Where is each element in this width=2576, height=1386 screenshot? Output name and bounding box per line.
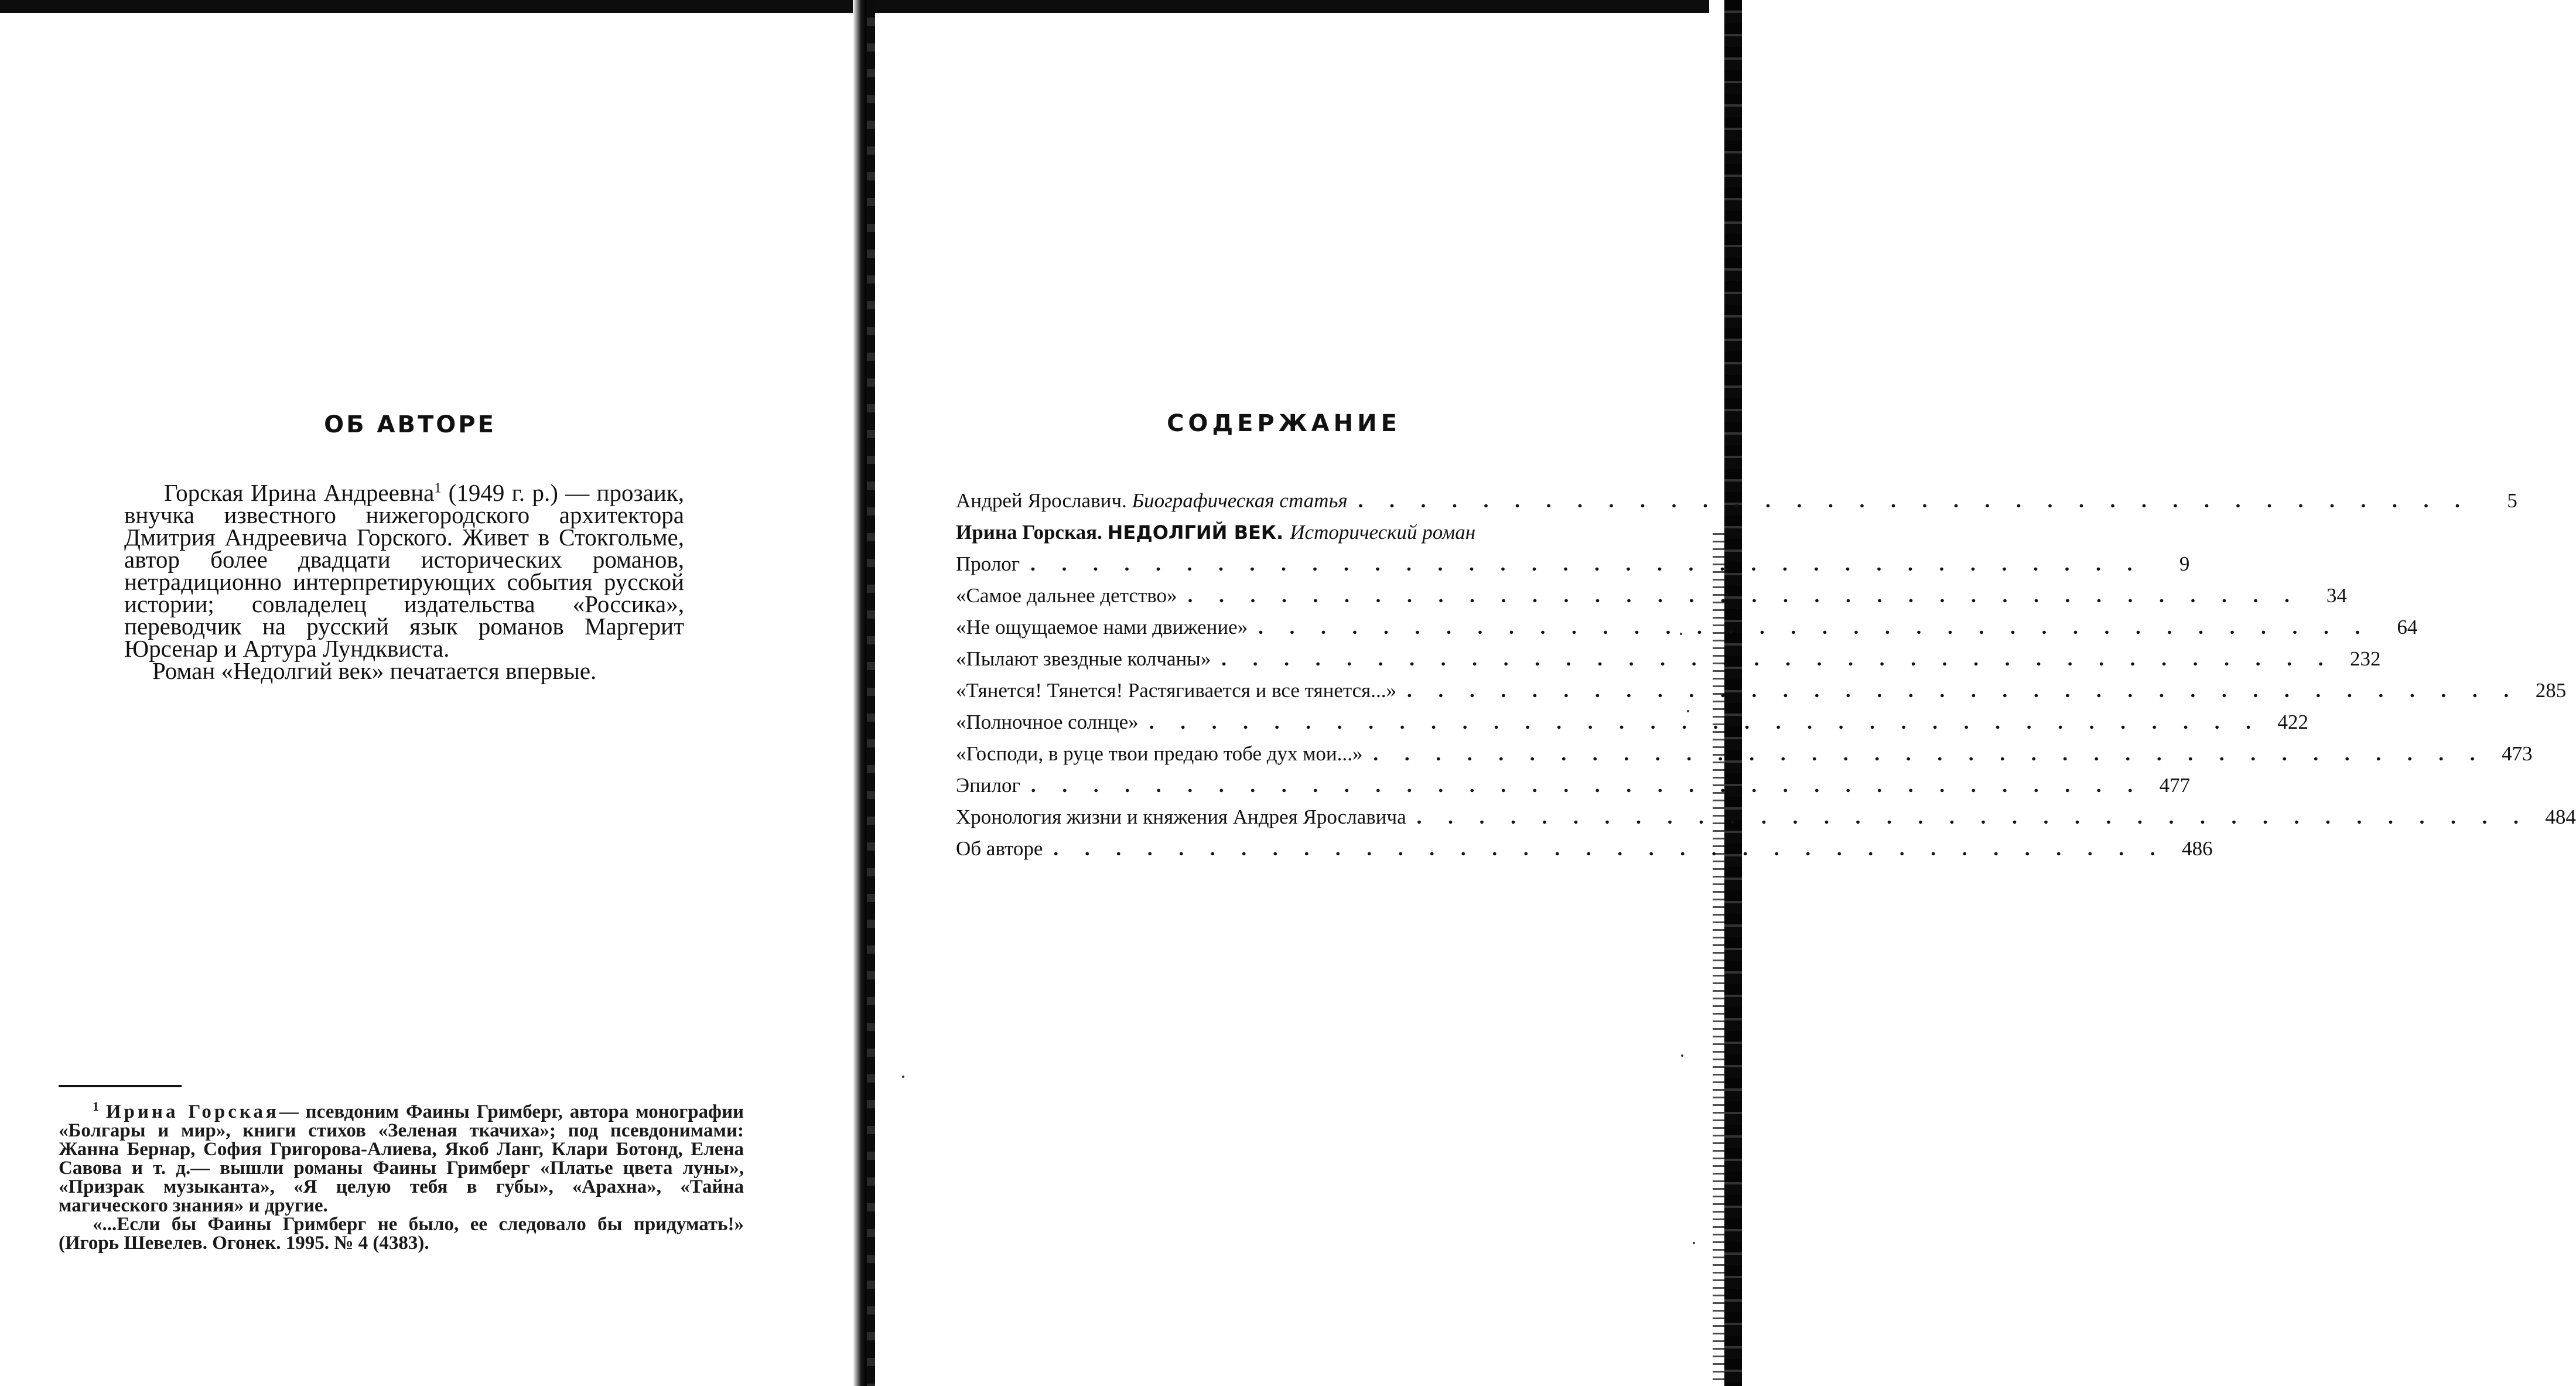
toc-entry-book-title: НЕДОЛГИЙ ВЕК. bbox=[1107, 521, 1290, 544]
toc-entry-title bbox=[956, 517, 1475, 548]
toc-page-number: 477 bbox=[2159, 774, 2191, 797]
about-paragraph-text: (1949 г. р.) — прозаик, внучка известного нижегородского архитектора Дмитрия Андреевича Горского. Живет в Стокгольме, автор более двадцати исторических романов, нетрадиционно интерпретирующих события русской истории; совладелец издательства «Россика», переводчик на русский язык романов Маргерит Юрсенар и Артура Лундквиста. bbox=[124, 479, 684, 662]
footnote-reference[interactable]: 1 bbox=[434, 480, 442, 496]
toc-entry-title: Об авторе bbox=[956, 837, 1043, 860]
toc-entry-title bbox=[956, 485, 1348, 517]
toc-page-number: 9 bbox=[2179, 552, 2190, 575]
footnote-mark: 1 bbox=[93, 1099, 99, 1114]
scan-top-edge bbox=[0, 0, 1762, 13]
toc-entry[interactable] bbox=[956, 643, 2381, 675]
toc-page-number: 473 bbox=[2502, 742, 2533, 765]
toc-dot-leader: . . . . . . . . . . . . . . . . . . . . . . . . . . . . . . . . . . . . bbox=[1030, 552, 2143, 575]
about-author-text bbox=[124, 479, 684, 684]
toc-page-number: 5 bbox=[2507, 489, 2517, 512]
toc-page-number: 484 bbox=[2545, 805, 2576, 828]
toc-entry[interactable] bbox=[956, 706, 2308, 738]
about-paragraph bbox=[124, 479, 684, 662]
toc-entry-title: «Не ощущаемое нами движение» bbox=[956, 616, 1248, 639]
toc-dot-leader: . . . . . . . . . . . . . . . . . . . . . . . . . . . . . . . . . . . . bbox=[1149, 711, 2261, 733]
toc-entry[interactable] bbox=[956, 738, 2533, 770]
right-page bbox=[874, 13, 2576, 1386]
footnote-text: — псевдоним Фаины Гримберг, автора монографии «Болгары и мир», книги стихов «Зеленая ткачиха»; под псевдонимами: Жанна Бернар, София Григорова-Алиева, Якоб Ланг, Клари Ботонд, Елена Савова и т. д.— вышли романы Фаины Гримберг «Платье цвета луны», «Призрак музыканта», «Я целую тебя в губы», «Арахна», «Тайна магического знания» и другие. bbox=[59, 1101, 744, 1216]
toc-dot-leader: . . . . . . . . . . . . . . . . . . . . . . . . . . . . . . . . . . . . bbox=[1258, 616, 2371, 639]
toc-page-number: 232 bbox=[2350, 647, 2381, 670]
toc-entry-title: Пролог bbox=[956, 552, 1020, 575]
toc-page-number: 64 bbox=[2397, 616, 2418, 639]
toc-dot-leader: . . . . . . . . . . . . . . . . . . . . . . . . . . . . . . . . . . . . bbox=[1053, 837, 2166, 860]
toc-dot-leader: . . . . . . . . . . . . . . . . . . . . . . . . . . . . . . . . . . . . bbox=[1373, 742, 2486, 765]
toc-page-number: 285 bbox=[2535, 679, 2567, 702]
toc-dot-leader: . . . . . . . . . . . . . . . . . . . . . . . . . . . . . . . . . . . . bbox=[1358, 489, 2471, 512]
about-paragraph: Роман «Недолгий век» печатается впервые. bbox=[152, 657, 597, 684]
toc-entry-title: Эпилог bbox=[956, 774, 1020, 797]
toc-entry-author: Андрей Ярославич. bbox=[956, 489, 1132, 512]
left-page bbox=[0, 13, 853, 1386]
footnote-divider bbox=[59, 1085, 182, 1087]
toc-page-number: 422 bbox=[2277, 711, 2308, 733]
toc-entry[interactable] bbox=[956, 770, 2191, 801]
toc-dot-leader: . . . . . . . . . . . . . . . . . . . . . . . . . . . . . . . . . . . . bbox=[1221, 647, 2334, 670]
toc-dot-leader: . . . . . . . . . . . . . . . . . . . . . . . . . . . . . . . . . . . . bbox=[1407, 679, 2520, 702]
footnote-name: Ирина Горская bbox=[105, 1101, 279, 1122]
toc-entry[interactable] bbox=[956, 675, 2567, 706]
page-title: ОБ АВТОРЕ bbox=[324, 411, 496, 438]
toc-entry[interactable] bbox=[956, 548, 2190, 580]
toc-dot-leader: . . . . . . . . . . . . . . . . . . . . . . . . . . . . . . . . . . . . bbox=[1416, 805, 2529, 828]
footnote bbox=[59, 1099, 744, 1216]
toc-entry[interactable] bbox=[956, 580, 2347, 612]
toc-entry[interactable] bbox=[956, 485, 2517, 517]
toc-entry-title: «Самое дальнее детство» bbox=[956, 584, 1177, 607]
toc-entry-title: «Полночное солнце» bbox=[956, 711, 1139, 733]
toc-heading: СОДЕРЖАНИЕ bbox=[1167, 410, 1401, 437]
toc-entry-author: Ирина Горская. bbox=[956, 521, 1108, 544]
toc-entry[interactable] bbox=[956, 612, 2418, 643]
toc-dot-leader: . . . . . . . . . . . . . . . . . . . . . . . . . . . . . . . . . . . . bbox=[1030, 774, 2144, 797]
author-name: Горская Ирина Андреевна bbox=[164, 479, 435, 506]
footnotes bbox=[59, 1099, 744, 1254]
toc-entry-title: «Тянется! Тянется! Растягивается и все тянется...» bbox=[956, 679, 1396, 702]
toc-entry[interactable] bbox=[956, 833, 2213, 865]
toc-page-number: 34 bbox=[2326, 584, 2347, 607]
toc-entry[interactable] bbox=[956, 801, 2576, 833]
footnote: «...Если бы Фаины Гримберг не было, ее следовало бы придумать!» (Игорь Шевелев. Огонек. 1995. № 4 (4383). bbox=[59, 1214, 744, 1254]
toc-entry-title: «Пылают звездные колчаны» bbox=[956, 647, 1211, 670]
toc-entry-title: «Господи, в руце твои предаю тобе дух мои...» bbox=[956, 742, 1363, 765]
toc-entry[interactable] bbox=[956, 517, 1647, 548]
toc-entry-title: Хронология жизни и княжения Андрея Ярославича bbox=[956, 805, 1406, 828]
toc-entry-subtitle: Биографическая статья bbox=[1132, 489, 1348, 512]
toc-dot-leader: . . . . . . . . . . . . . . . . . . . . . . . . . . . . . . . . . . . . bbox=[1187, 584, 2300, 607]
toc-entry-subtitle: Исторический роман bbox=[1290, 521, 1476, 544]
toc-page-number: 486 bbox=[2182, 837, 2213, 860]
table-of-contents bbox=[956, 485, 2576, 865]
